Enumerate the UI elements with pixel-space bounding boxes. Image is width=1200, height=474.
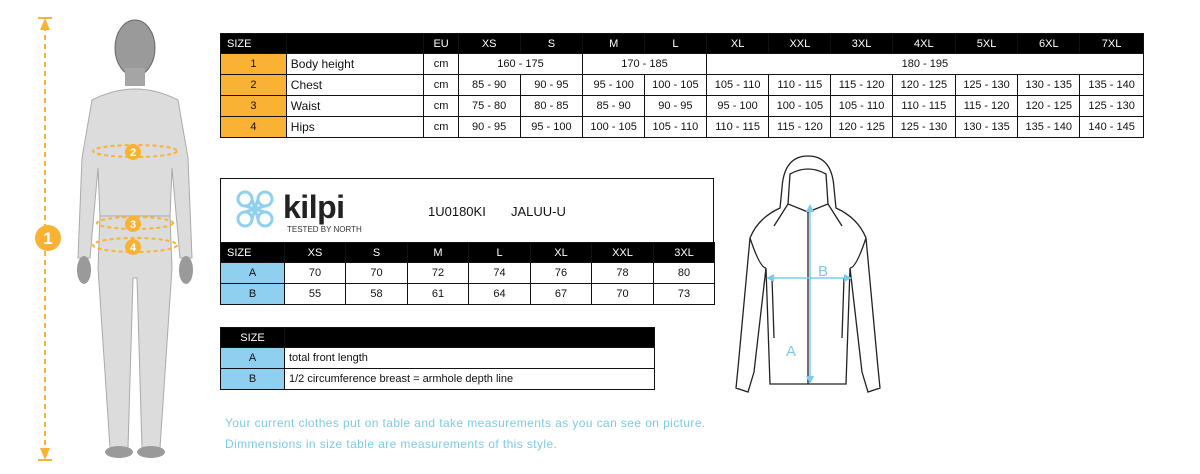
measure-name: Waist xyxy=(286,96,424,117)
value-cell: 95 - 100 xyxy=(520,117,583,138)
header-cell: SIZE xyxy=(221,34,287,54)
header-cell: 3XL xyxy=(654,243,715,263)
value-cell: 140 - 145 xyxy=(1080,117,1144,138)
value-cell: 90 - 95 xyxy=(520,75,583,96)
jacket-label-b: B xyxy=(818,263,829,280)
legend-header: SIZE xyxy=(221,328,285,348)
header-cell: M xyxy=(583,34,645,54)
value-cell: 70 xyxy=(285,263,346,284)
value-cell: 70 xyxy=(346,263,408,284)
value-cell: 160 - 175 xyxy=(458,54,582,75)
body-table-header xyxy=(221,34,1144,54)
value-cell: 135 - 140 xyxy=(1080,75,1144,96)
value-cell: 100 - 105 xyxy=(769,96,831,117)
value-cell: 135 - 140 xyxy=(1018,117,1080,138)
value-cell: 76 xyxy=(531,263,592,284)
product-code: 1U0180KI xyxy=(428,204,486,219)
table-row xyxy=(221,284,715,305)
header-cell: 5XL xyxy=(955,34,1018,54)
product-model: JALUU-U xyxy=(511,204,566,219)
header-cell: 3XL xyxy=(831,34,893,54)
row-number: 4 xyxy=(221,117,287,138)
marker-4 xyxy=(125,239,141,255)
legend-text: total front length xyxy=(285,348,655,369)
brand-name: kilpi xyxy=(283,189,345,225)
legend-label: A xyxy=(221,348,285,369)
product-table-header xyxy=(221,243,715,263)
jacket-label-a: A xyxy=(786,343,797,360)
header-cell: XS xyxy=(458,34,520,54)
table-row xyxy=(221,117,1144,138)
header-cell: 7XL xyxy=(1080,34,1144,54)
header-cell: 4XL xyxy=(892,34,955,54)
value-cell: 110 - 115 xyxy=(769,75,831,96)
svg-text:2: 2 xyxy=(129,147,137,159)
value-cell: 125 - 130 xyxy=(1080,96,1144,117)
value-cell: 74 xyxy=(469,263,531,284)
kilpi-logo xyxy=(231,185,281,233)
value-cell: 55 xyxy=(285,284,346,305)
value-cell: 105 - 110 xyxy=(706,75,769,96)
header-cell xyxy=(286,34,424,54)
header-cell: S xyxy=(520,34,583,54)
value-cell: 78 xyxy=(592,263,654,284)
body-size-table xyxy=(220,33,1144,138)
note-line-1: Your current clothes put on table and take measurements as you can see on picture. xyxy=(225,416,706,430)
row-number: 2 xyxy=(221,75,287,96)
value-cell: 61 xyxy=(408,284,469,305)
table-row xyxy=(221,263,715,284)
note-line-2: Dimmensions in size table are measurements of this style. xyxy=(225,437,558,451)
measure-name: Hips xyxy=(286,117,424,138)
value-cell: 70 xyxy=(592,284,654,305)
brand-tagline: TESTED BY NORTH xyxy=(287,225,362,234)
value-cell: 130 - 135 xyxy=(955,117,1018,138)
value-cell: 90 - 95 xyxy=(458,117,520,138)
value-cell: 100 - 105 xyxy=(583,117,645,138)
header-cell: XXL xyxy=(592,243,654,263)
legend-label: B xyxy=(221,369,285,390)
jacket-drawing xyxy=(728,148,888,404)
header-cell: M xyxy=(408,243,469,263)
value-cell: 95 - 100 xyxy=(706,96,769,117)
value-cell: 170 - 185 xyxy=(583,54,706,75)
product-header xyxy=(220,178,714,242)
value-cell: 75 - 80 xyxy=(458,96,520,117)
unit-cell: cm xyxy=(424,75,458,96)
value-cell: 67 xyxy=(531,284,592,305)
header-cell: XL xyxy=(706,34,769,54)
marker-3 xyxy=(125,216,141,232)
measure-name: Body height xyxy=(286,54,424,75)
header-cell: 6XL xyxy=(1018,34,1080,54)
measure-name: Chest xyxy=(286,75,424,96)
value-cell: 180 - 195 xyxy=(706,54,1143,75)
header-cell: XL xyxy=(531,243,592,263)
header-cell: XS xyxy=(285,243,346,263)
svg-text:4: 4 xyxy=(129,242,137,254)
table-row xyxy=(221,75,1144,96)
value-cell: 58 xyxy=(346,284,408,305)
value-cell: 90 - 95 xyxy=(645,96,707,117)
body-figure xyxy=(20,8,220,468)
product-measure-table xyxy=(220,242,715,305)
legend-text: 1/2 circumference breast = armhole depth line xyxy=(285,369,655,390)
value-cell: 100 - 105 xyxy=(645,75,707,96)
value-cell: 73 xyxy=(654,284,715,305)
table-row xyxy=(221,96,1144,117)
marker-1 xyxy=(35,225,61,251)
value-cell: 120 - 125 xyxy=(1018,96,1080,117)
value-cell: 95 - 100 xyxy=(583,75,645,96)
value-cell: 64 xyxy=(469,284,531,305)
value-cell: 120 - 125 xyxy=(831,117,893,138)
value-cell: 125 - 130 xyxy=(892,117,955,138)
legend-table xyxy=(220,327,655,390)
value-cell: 120 - 125 xyxy=(892,75,955,96)
header-cell: L xyxy=(469,243,531,263)
value-cell: 85 - 90 xyxy=(458,75,520,96)
header-cell: XXL xyxy=(769,34,831,54)
value-cell: 115 - 120 xyxy=(955,96,1018,117)
header-cell: SIZE xyxy=(221,243,285,263)
value-cell: 105 - 110 xyxy=(831,96,893,117)
row-number: 3 xyxy=(221,96,287,117)
row-number: 1 xyxy=(221,54,287,75)
value-cell: 85 - 90 xyxy=(583,96,645,117)
value-cell: 115 - 120 xyxy=(769,117,831,138)
value-cell: 105 - 110 xyxy=(645,117,707,138)
row-label: A xyxy=(221,263,285,284)
value-cell: 130 - 135 xyxy=(1018,75,1080,96)
value-cell: 110 - 115 xyxy=(706,117,769,138)
legend-row xyxy=(221,369,655,390)
value-cell: 80 xyxy=(654,263,715,284)
header-cell: S xyxy=(346,243,408,263)
unit-cell: cm xyxy=(424,96,458,117)
svg-text:3: 3 xyxy=(129,219,137,231)
value-cell: 80 - 85 xyxy=(520,96,583,117)
header-cell: EU xyxy=(424,34,458,54)
marker-2 xyxy=(125,144,141,160)
unit-cell: cm xyxy=(424,117,458,138)
value-cell: 72 xyxy=(408,263,469,284)
value-cell: 115 - 120 xyxy=(831,75,893,96)
row-label: B xyxy=(221,284,285,305)
svg-text:1: 1 xyxy=(43,229,53,248)
value-cell: 125 - 130 xyxy=(955,75,1018,96)
unit-cell: cm xyxy=(424,54,458,75)
table-row xyxy=(221,54,1144,75)
header-cell: L xyxy=(645,34,707,54)
product-size-table xyxy=(220,178,714,305)
value-cell: 110 - 115 xyxy=(892,96,955,117)
legend-row xyxy=(221,348,655,369)
